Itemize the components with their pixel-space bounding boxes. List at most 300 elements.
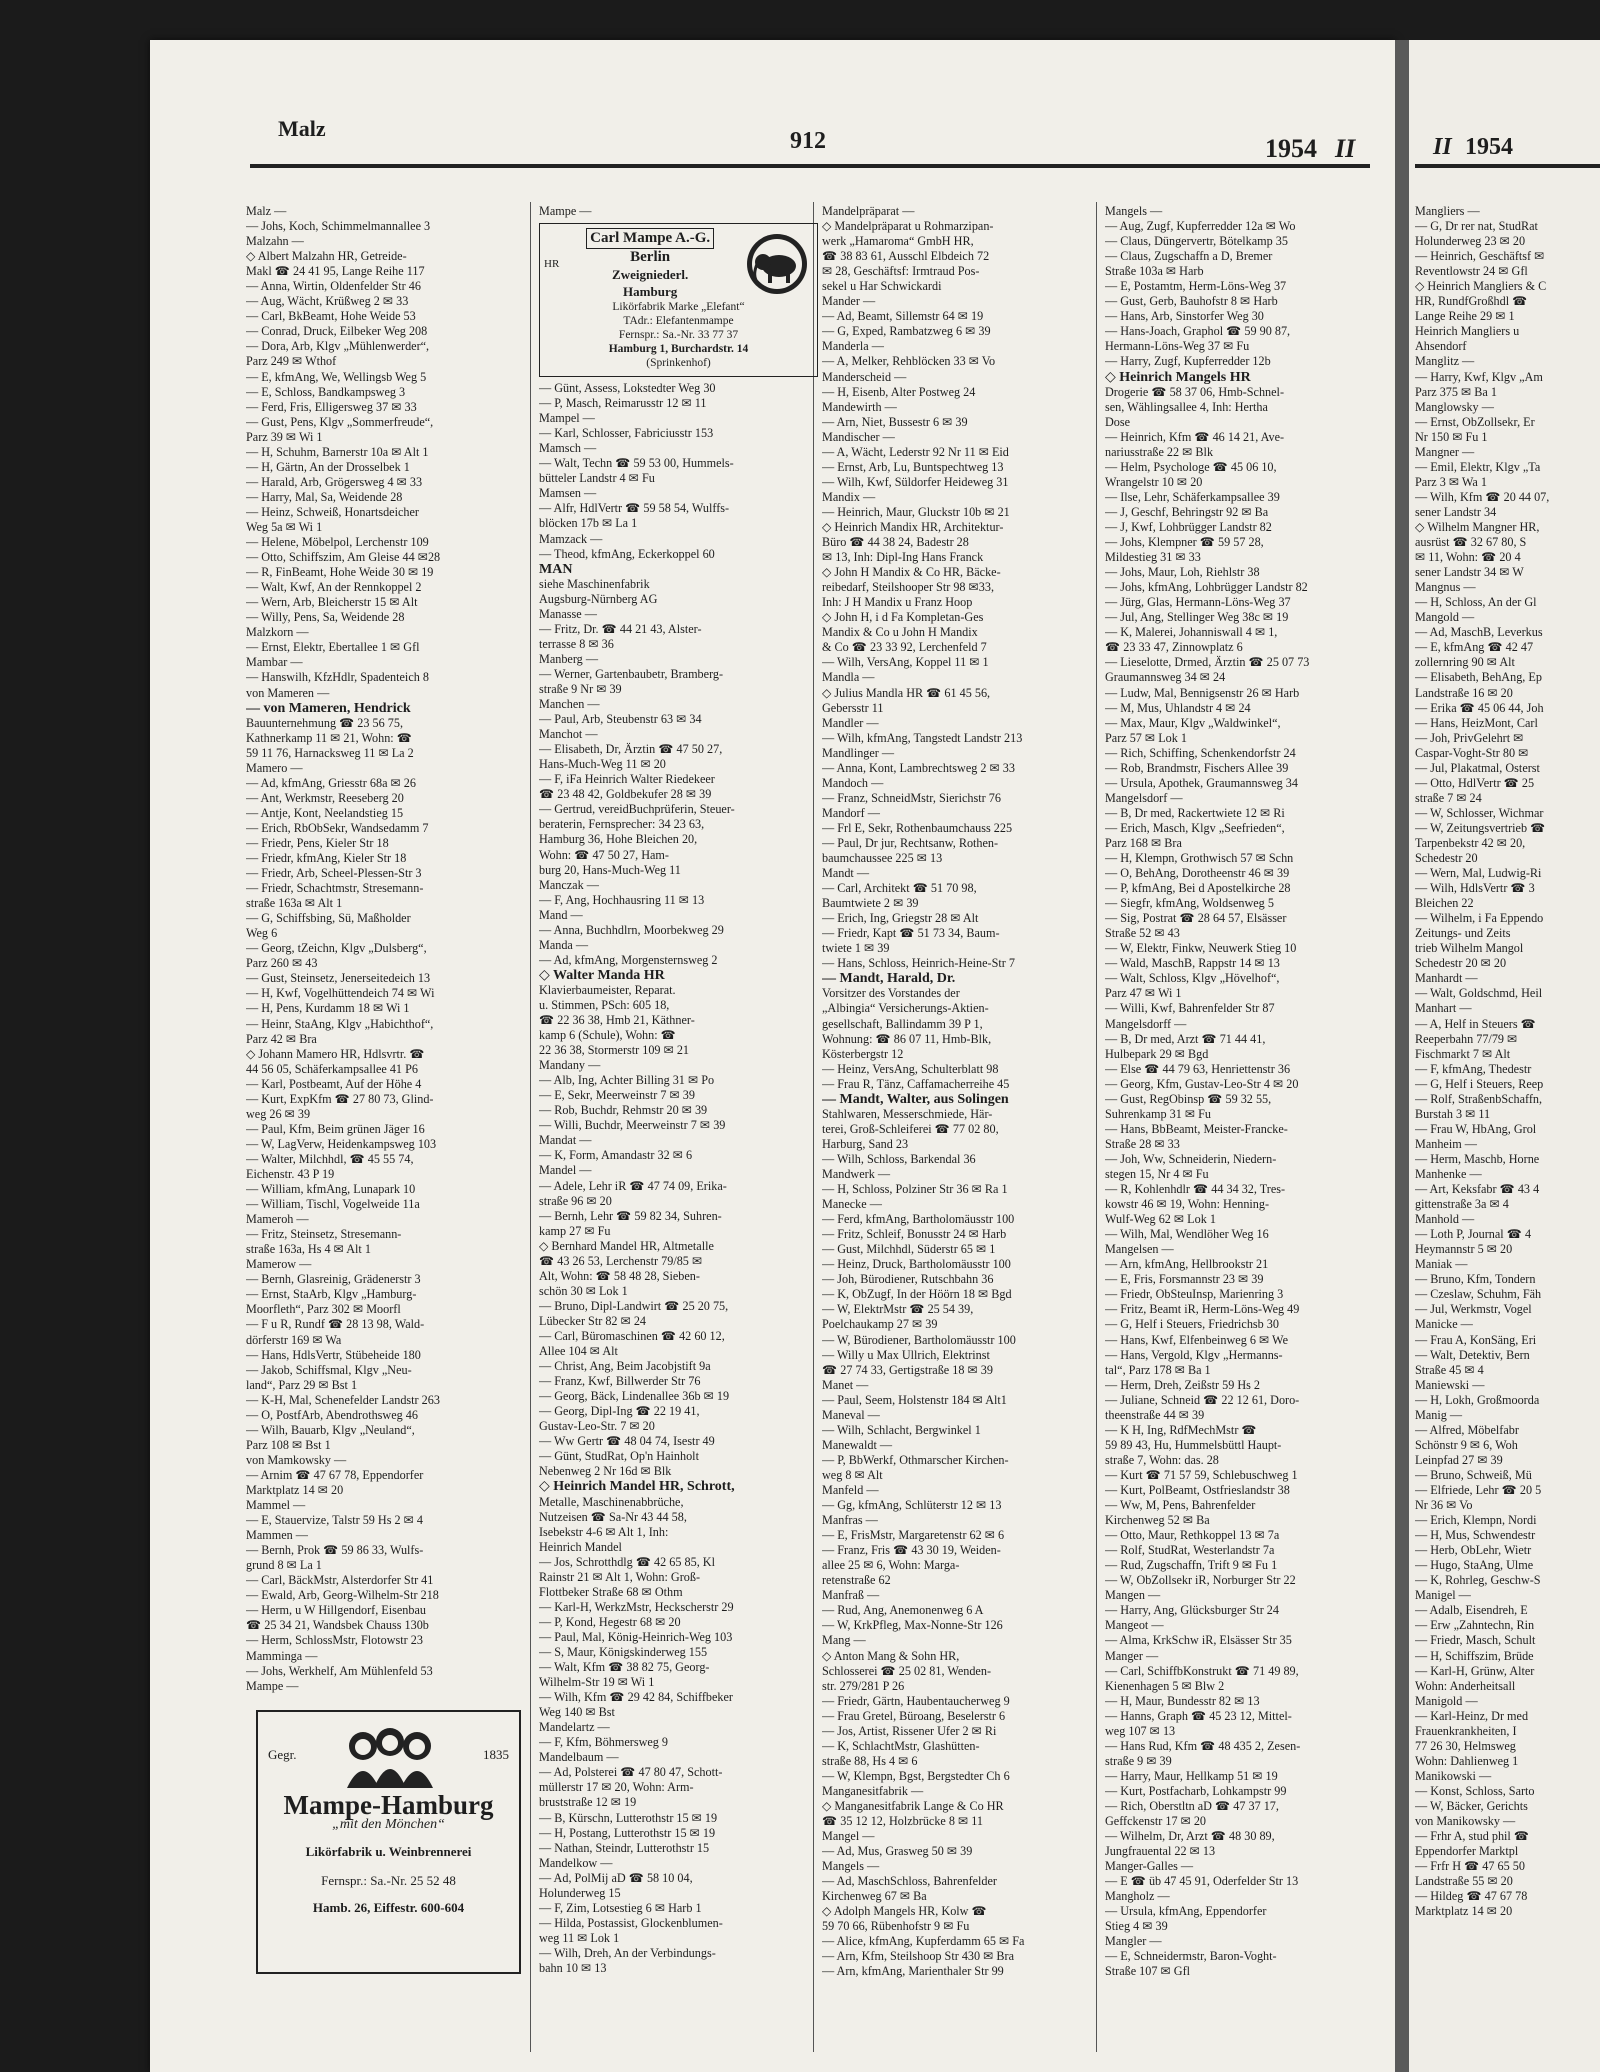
directory-entry-line: — Ad, MaschB, Leverkus: [1415, 625, 1543, 640]
directory-entry-line: straße 96 ✉ 20: [539, 1193, 612, 1208]
directory-entry-line: gesellschaft, Ballindamm 39 P 1,: [822, 1016, 983, 1031]
directory-entry-line: Manewaldt —: [822, 1437, 893, 1452]
directory-entry-line: land“, Parz 29 ✉ Bst 1: [246, 1377, 358, 1392]
directory-entry-line: — Hans, HdlsVertr, Stübeheide 180: [246, 1347, 421, 1362]
directory-entry-line: — Gust, Gerb, Bauhofstr 8 ✉ Harb: [1105, 294, 1278, 309]
directory-entry-line: Vorsitzer des Vorstandes der: [822, 986, 960, 1001]
directory-entry-line: — W, Bäcker, Gerichts: [1415, 1798, 1528, 1813]
directory-entry-line: — Carl, Büromaschinen ☎ 42 60 12,: [539, 1329, 725, 1343]
directory-entry-line: — Bruno, Dipl-Landwirt ☎ 25 20 75,: [539, 1298, 729, 1313]
directory-entry-line: Weg 140 ✉ Bst: [539, 1705, 615, 1720]
directory-entry-line: — Walt, Goldschmd, Heil: [1415, 986, 1543, 1001]
directory-entry-line: — Walter, Milchhdl, ☎ 45 55 74,: [246, 1151, 414, 1166]
directory-entry-line: sekel u Har Schwickardi: [822, 279, 942, 294]
directory-entry-line: Hamburg 36, Hohe Bleichen 20,: [539, 832, 698, 847]
directory-entry-line: allee 25 ✉ 6, Wohn: Marga-: [822, 1558, 960, 1573]
directory-entry-line: Manderla —: [822, 339, 884, 354]
directory-entry-line: Poelchaukamp 27 ✉ 39: [822, 1317, 938, 1332]
column-3: [822, 204, 1107, 1980]
directory-entry-line: — Harry, Ang, Glücksburger Str 24: [1105, 1603, 1279, 1618]
directory-entry-line: — Heinz, VersAng, Schulterblatt 98: [822, 1061, 999, 1076]
directory-entry-line: Wohnung: ☎ 86 07 11, Hmb-Blk,: [822, 1031, 992, 1046]
directory-entry-line: Mandany —: [539, 1058, 601, 1073]
mampe-hamburg-advertisement: [256, 1710, 521, 1974]
directory-entry-line: Schlosserei ☎ 25 02 81, Wenden-: [822, 1663, 991, 1678]
directory-entry-line: — Emil, Elektr, Klgv „Ta: [1415, 459, 1541, 474]
directory-entry-line: Mangels —: [1105, 204, 1163, 218]
directory-entry-line: — W, KrkPfleg, Max-Nonne-Str 126: [822, 1618, 1003, 1633]
directory-page: [150, 40, 1395, 2072]
directory-entry-line: siehe Maschinenfabrik: [539, 576, 650, 591]
directory-entry-line: — Gust, Milchhdl, Süderstr 65 ✉ 1: [822, 1242, 996, 1257]
directory-entry-line: — Hans-Joach, Graphol ☎ 59 90 87,: [1105, 324, 1291, 339]
directory-entry-line: Stahlwaren, Messerschmiede, Här-: [822, 1106, 993, 1121]
directory-entry-line: — William, Tischl, Vogelweide 11a: [246, 1197, 420, 1212]
directory-entry-line: Mangels —: [822, 1859, 880, 1874]
directory-entry-line: — B, Dr med, Arzt ☎ 71 44 41,: [1105, 1031, 1266, 1046]
directory-entry-line: — Gust, Pens, Klgv „Sommerfreude“,: [246, 414, 434, 429]
directory-entry-line: — Herb, ObLehr, Wietr: [1415, 1543, 1532, 1558]
directory-entry-line: „Albingia“ Versicherungs-Aktien-: [822, 1001, 989, 1016]
directory-entry-line: von Manikowsky —: [1415, 1814, 1516, 1829]
directory-entry-line: Mamzack —: [539, 531, 603, 546]
directory-entry-line: Manecke —: [822, 1197, 882, 1212]
directory-entry-line: — Joh, PrivGelehrt ✉: [1415, 730, 1524, 745]
directory-entry-line: beraterin, Fernsprecher: 34 23 63,: [539, 817, 705, 832]
column-2: [539, 204, 824, 1976]
directory-entry-line: Tarpenbekstr 42 ✉ 20,: [1415, 835, 1526, 850]
directory-entry-line: Gustav-Leo-Str. 7 ✉ 20: [539, 1419, 655, 1434]
directory-entry-line: — Herm, Dreh, Zeißstr 59 Hs 2: [1105, 1377, 1261, 1392]
directory-entry-line: Augsburg-Nürnberg AG: [539, 591, 658, 606]
directory-entry-line: — Gust, Steinsetz, Jenerseitedeich 13: [246, 971, 431, 986]
monks-logo-icon: [335, 1720, 445, 1790]
column-2-entries: [539, 381, 824, 1976]
directory-entry-line: MAN: [539, 561, 573, 577]
directory-entry-line: 59 11 76, Harnacksweg 11 ✉ La 2: [246, 745, 414, 760]
directory-entry-line: — Wern, Mal, Ludwig-Ri: [1415, 866, 1542, 881]
directory-entry-line: Stieg 4 ✉ 39: [1105, 1919, 1168, 1934]
directory-entry-line: — G, Exped, Rambatzweg 6 ✉ 39: [822, 324, 991, 339]
directory-entry-line: Eppendorfer Marktpl: [1415, 1844, 1519, 1859]
directory-entry-line: ◇ Mandelpräparat u Rohmarzipan-: [822, 219, 994, 234]
directory-entry-line: bahn 10 ✉ 13: [539, 1960, 607, 1975]
directory-entry-line: — Ernst, ObZollsekr, Er: [1415, 414, 1535, 429]
directory-entry-line: Hermann-Löns-Weg 37 ✉ Fu: [1105, 339, 1250, 354]
ad-body-line: Fernspr.: Sa.-Nr. 33 77 37: [618, 329, 739, 342]
directory-entry-line: — Willi, Buchdr, Meerweinstr 7 ✉ 39: [539, 1118, 726, 1133]
directory-entry-line: Mandix —: [822, 489, 876, 504]
directory-entry-line: — Rolf, StudRat, Westerlandstr 7a: [1105, 1543, 1275, 1558]
directory-entry-line: — H, Maur, Bundesstr 82 ✉ 13: [1105, 1693, 1260, 1708]
directory-entry-line: — Georg, tZeichn, Klgv „Dulsberg“,: [246, 941, 427, 956]
directory-entry-line: — Karl-H, WerkzMstr, Heckscherstr 29: [539, 1599, 734, 1614]
directory-entry-line: dörferstr 169 ✉ Wa: [246, 1332, 342, 1347]
directory-entry-line: HR, RundfGroßhdl ☎: [1415, 294, 1528, 309]
directory-entry-line: — H, Schiffszim, Brüde: [1415, 1648, 1534, 1663]
directory-entry-line: Wohn: Dahlienweg 1: [1415, 1753, 1519, 1768]
directory-entry-line: — Konst, Schloss, Sarto: [1415, 1783, 1535, 1798]
directory-entry-line: — Walt, Schloss, Klgv „Hövelhof“,: [1105, 971, 1280, 986]
directory-entry-line: ☎ 23 33 47, Zinnowplatz 6: [1105, 640, 1243, 655]
directory-entry-line: — F, Kfm, Böhmersweg 9: [539, 1735, 669, 1750]
directory-entry-line: Parz 39 ✉ Wi 1: [246, 429, 323, 444]
directory-entry-line: — Wilh, Mal, Wendlöher Weg 16: [1105, 1227, 1269, 1242]
directory-entry-line: Mildestieg 31 ✉ 33: [1105, 550, 1201, 565]
directory-entry-line: Manigel —: [1415, 1588, 1471, 1603]
directory-entry-line: — G, Helf i Steuers, Reep: [1415, 1076, 1544, 1091]
directory-entry-line: — Ludw, Mal, Bennigsenstr 26 ✉ Harb: [1105, 685, 1300, 700]
directory-entry-line: — Bernh, Glasreinig, Grädenerstr 3: [246, 1272, 421, 1287]
directory-entry-line: — Aug, Zugf, Kupferredder 12a ✉ Wo: [1105, 219, 1296, 234]
directory-entry-line: — Paul, Arb, Steubenstr 63 ✉ 34: [539, 712, 702, 727]
directory-entry-line: — Alfr, HdlVertr ☎ 59 58 54, Wulffs-: [539, 501, 730, 516]
directory-entry-line: — A, Melker, Rehblöcken 33 ✉ Vo: [822, 354, 996, 369]
directory-entry-line: — Gg, kfmAng, Schlüterstr 12 ✉ 13: [822, 1498, 1002, 1513]
directory-entry-line: Straße 107 ✉ Gfl: [1105, 1964, 1191, 1979]
directory-entry-line: — G, Helf i Steuers, Friedrichsb 30: [1105, 1317, 1279, 1332]
directory-entry-line: Mangelsdorff —: [1105, 1016, 1187, 1031]
directory-entry-line: — B, Kürschn, Lutterothstr 15 ✉ 19: [539, 1810, 718, 1825]
directory-entry-line: Frauenkrankheiten, I: [1415, 1723, 1517, 1738]
directory-entry-line: Manganesitfabrik —: [822, 1783, 924, 1798]
header-page-number: 912: [790, 128, 826, 154]
directory-entry-line: Mamerow —: [246, 1257, 312, 1272]
directory-entry-line: — Otto, HdlVertr ☎ 25: [1415, 775, 1535, 790]
directory-entry-line: Parz 3 ✉ Wa 1: [1415, 474, 1487, 489]
directory-entry-line: Bauunternehmung ☎ 23 56 75,: [246, 715, 404, 730]
directory-entry-line: — Juliane, Schneid ☎ 22 12 61, Doro-: [1105, 1392, 1300, 1407]
directory-entry-line: Makl ☎ 24 41 95, Lange Reihe 117: [246, 264, 425, 279]
directory-entry-line: Allee 104 ✉ Alt: [539, 1344, 618, 1359]
directory-entry-line: — Ad, Polsterei ☎ 47 80 47, Schott-: [539, 1765, 723, 1780]
directory-entry-line: — Jakob, Schiffsmal, Klgv „Neu-: [246, 1362, 412, 1377]
ad-body-line: TAdr.: Elefantenmampe: [623, 315, 734, 328]
directory-entry-line: — Loth P, Journal ☎ 4: [1415, 1227, 1532, 1242]
directory-entry-line: — Karl, Postbeamt, Auf der Höhe 4: [246, 1076, 422, 1091]
directory-entry-line: Kathnerkamp 11 ✉ 21, Wohn: ☎: [246, 730, 412, 745]
directory-entry-line: Lübecker Str 82 ✉ 24: [539, 1313, 647, 1328]
directory-entry-line: — Rich, Schiffing, Schenkendorfstr 24: [1105, 745, 1296, 760]
directory-entry-line: Manchot —: [539, 727, 598, 742]
directory-entry-line: Mand —: [539, 907, 583, 922]
directory-entry-line: von Mamkowsky —: [246, 1452, 347, 1467]
directory-entry-line: — Sig, Postrat ☎ 28 64 57, Elsässer: [1105, 911, 1287, 926]
directory-entry-line: Parz 260 ✉ 43: [246, 956, 318, 971]
directory-entry-line: blöcken 17b ✉ La 1: [539, 516, 638, 531]
directory-entry-line: Mandler —: [822, 715, 879, 730]
directory-entry-line: Mampe —: [246, 1678, 299, 1693]
directory-entry-line: — Fritz, Schleif, Bonusstr 24 ✉ Harb: [822, 1227, 1007, 1242]
directory-entry-line: Straße 52 ✉ 43: [1105, 926, 1180, 941]
directory-entry-line: — Czeslaw, Schuhm, Fäh: [1415, 1287, 1542, 1302]
directory-entry-line: — Heinr, StaAng, Klgv „Habichthof“,: [246, 1016, 434, 1031]
directory-entry-line: Manhenke —: [1415, 1167, 1482, 1181]
directory-entry-line: — W, Schlosser, Wichmar: [1415, 805, 1544, 820]
directory-entry-line: — Kurt ☎ 71 57 59, Schlebuschweg 1: [1105, 1467, 1298, 1482]
adjacent-column-entries: [1415, 204, 1600, 1919]
directory-entry-line: bütteler Landstr 4 ✉ Fu: [539, 471, 655, 486]
ad-address: Hamb. 26, Eiffestr. 600-604: [312, 1899, 465, 1915]
directory-entry-line: — Erich, Masch, Klgv „Seefrieden“,: [1105, 820, 1285, 835]
directory-entry-line: von Mameren —: [246, 685, 330, 700]
directory-entry-line: — Kurt, ExpKfm ☎ 27 80 73, Glind-: [246, 1091, 434, 1106]
directory-entry-line: 44 56 05, Schäferkampsallee 41 P6: [246, 1061, 418, 1076]
directory-entry-line: — Elisabeth, Dr, Ärztin ☎ 47 50 27,: [539, 742, 723, 757]
directory-entry-line: Leinpfad 27 ✉ 39: [1415, 1452, 1503, 1467]
directory-entry-line: — B, Dr med, Rackertwiete 12 ✉ Ri: [1105, 805, 1285, 820]
directory-entry-line: — Ad, kfmAng, Morgensternsweg 2: [539, 952, 718, 967]
directory-entry-line: Landstraße 55 ✉ 20: [1415, 1874, 1513, 1889]
directory-entry-line: Mandoch —: [822, 775, 884, 790]
directory-entry-line: — W, Bürodiener, Bartholomäusstr 100: [822, 1332, 1016, 1347]
directory-entry-line: — Arn, kfmAng, Marienthaler Str 99: [822, 1964, 1004, 1979]
directory-entry-line: — Hans, Schloss, Heinrich-Heine-Str 7: [822, 956, 1015, 971]
directory-entry-line: — Wern, Arb, Bleicherstr 15 ✉ Alt: [246, 595, 418, 610]
directory-entry-line: ◇ Adolph Mangels HR, Kolw ☎: [822, 1904, 987, 1919]
directory-entry-line: Mamminga —: [246, 1648, 318, 1663]
directory-entry-line: — Mandt, Harald, Dr.: [822, 971, 956, 987]
directory-entry-line: Manger-Galles —: [1105, 1859, 1194, 1874]
directory-entry-line: Parz 168 ✉ Bra: [1105, 835, 1182, 850]
directory-entry-line: — W, ElektrMstr ☎ 25 54 39,: [822, 1302, 974, 1317]
ad-founded-year: 1835: [483, 1747, 509, 1763]
directory-entry-line: Mangner —: [1415, 444, 1475, 459]
directory-entry-line: — Walt, Kfm ☎ 38 82 75, Georg-: [539, 1660, 710, 1675]
directory-entry-line: Büro ☎ 44 38 24, Badestr 28: [822, 535, 969, 550]
directory-entry-line: müllerstr 17 ✉ 20, Wohn: Arm-: [539, 1780, 694, 1795]
header-rule: [250, 164, 1370, 168]
directory-entry-line: Parz 108 ✉ Bst 1: [246, 1437, 331, 1452]
directory-entry-line: — E, Schloss, Bandkampsweg 3: [246, 384, 406, 399]
header-year: 1954: [1265, 134, 1317, 163]
directory-entry-line: Flottbeker Straße 68 ✉ Othm: [539, 1584, 683, 1599]
directory-entry-line: — Arn, kfmAng, Hellbrookstr 21: [1105, 1257, 1269, 1272]
directory-entry-line: Maniak —: [1415, 1257, 1468, 1272]
directory-entry-line: Manasse —: [539, 606, 597, 621]
directory-entry-line: Weg 5a ✉ Wi 1: [246, 519, 323, 534]
directory-entry-line: — Wilh, Kfm ☎ 29 42 84, Schiffbeker: [539, 1690, 733, 1705]
directory-entry-line: theenstraße 44 ✉ 39: [1105, 1407, 1205, 1422]
directory-entry-line: — Karl-Heinz, Dr med: [1415, 1708, 1529, 1723]
directory-entry-line: — J, Geschf, Behringstr 92 ✉ Ba: [1105, 504, 1269, 519]
directory-entry-line: tal“, Parz 178 ✉ Ba 1: [1105, 1362, 1211, 1377]
directory-entry-line: — Elfriede, Lehr ☎ 20 5: [1415, 1482, 1542, 1497]
directory-entry-line: — Wilh, Kwf, Süldorfer Heideweg 31: [822, 474, 1009, 489]
directory-entry-line: Mangelsdorf —: [1105, 790, 1183, 805]
directory-entry-line: terrasse 8 ✉ 36: [539, 636, 614, 651]
directory-entry-line: Mander —: [822, 294, 876, 309]
directory-entry-line: — Ww Gertr ☎ 48 04 74, Isestr 49: [539, 1434, 715, 1449]
directory-entry-line: — W, LagVerw, Heidenkampsweg 103: [246, 1136, 437, 1151]
directory-entry-line: — Ferd, Fris, Elligersweg 37 ✉ 33: [246, 399, 417, 414]
column-1-entries: [246, 204, 531, 1694]
directory-entry-line: — Hans, BbBeamt, Meister-Francke-: [1105, 1121, 1288, 1136]
directory-entry-line: weg 8 ✉ Alt: [822, 1467, 883, 1482]
directory-entry-line: Straße 28 ✉ 33: [1105, 1136, 1180, 1151]
directory-entry-line: Mandel —: [539, 1163, 592, 1178]
directory-entry-line: weg 26 ✉ 39: [246, 1106, 311, 1121]
directory-entry-line: — Paul, Dr jur, Rechtsanw, Rothen-: [822, 835, 999, 850]
directory-entry-line: — Claus, Zugschaffn a D, Bremer: [1105, 249, 1273, 264]
directory-entry-line: — Herm, Maschb, Horne: [1415, 1151, 1540, 1166]
directory-entry-line: Parz 249 ✉ Wthof: [246, 354, 337, 369]
directory-entry-line: Zeitungs- und Zeits: [1415, 926, 1511, 941]
directory-entry-line: Mandix & Co u John H Mandix: [822, 625, 978, 640]
directory-entry-line: — Georg, Dipl-Ing ☎ 22 19 41,: [539, 1404, 700, 1419]
directory-entry-line: — Alb, Ing, Achter Billing 31 ✉ Po: [539, 1073, 715, 1088]
adjacent-header-rule: [1415, 164, 1600, 168]
ad-body-line: (Sprinkenhof): [646, 357, 711, 370]
directory-entry-line: — K H, Ing, RdfMechMstr ☎: [1105, 1422, 1257, 1437]
directory-entry-line: Mandla —: [822, 670, 875, 685]
directory-entry-line: — Franz, Kwf, Billwerder Str 76: [539, 1374, 701, 1389]
directory-entry-line: Heinrich Mandel: [539, 1539, 622, 1554]
directory-entry-line: straße 9 Nr ✉ 39: [539, 681, 622, 696]
directory-entry-line: — H, Schloss, An der Gl: [1415, 595, 1537, 610]
directory-entry-line: Baumtwiete 2 ✉ 39: [822, 896, 919, 911]
directory-entry-line: Mampel —: [539, 411, 595, 426]
directory-entry-line: sener Landstr 34 ✉ W: [1415, 565, 1524, 580]
directory-entry-line: — Bruno, Kfm, Tondern: [1415, 1272, 1536, 1287]
directory-entry-line: — Hildeg ☎ 47 67 78: [1415, 1889, 1528, 1904]
directory-entry-line: — Friedr, Arb, Scheel-Plessen-Str 3: [246, 866, 422, 881]
directory-entry-line: — Wilh, Kfm ☎ 20 44 07,: [1415, 489, 1550, 504]
directory-entry-line: — Heinz, Druck, Bartholomäusstr 100: [822, 1257, 1011, 1272]
directory-entry-line: Wohn: ☎ 47 50 27, Ham-: [539, 847, 669, 862]
directory-entry-line: — Erw „Zahntechn, Rin: [1415, 1618, 1535, 1633]
directory-entry-line: — Dora, Arb, Klgv „Mühlenwerder“,: [246, 339, 430, 354]
directory-entry-line: ◇ John H, i d Fa Kompletan-Ges: [822, 610, 984, 625]
directory-entry-line: — E, FrisMstr, Margaretenstr 62 ✉ 6: [822, 1528, 1005, 1543]
directory-entry-line: — Erich, Klempn, Nordi: [1415, 1513, 1537, 1528]
directory-entry-line: Heymannstr 5 ✉ 20: [1415, 1242, 1513, 1257]
directory-entry-line: — Frl E, Sekr, Rothenbaumchauss 225: [822, 820, 1013, 835]
directory-entry-line: kamp 6 (Schule), Wohn: ☎: [539, 1028, 676, 1043]
directory-entry-line: — Walt, Kwf, An der Rennkoppel 2: [246, 580, 422, 595]
directory-entry-line: — H, Lokh, Großmoorda: [1415, 1392, 1540, 1407]
directory-entry-line: — A, Helf in Steuers ☎: [1415, 1016, 1536, 1031]
directory-entry-line: Drogerie ☎ 58 37 06, Hmb-Schnel-: [1105, 384, 1284, 399]
directory-entry-line: — Anna, Wirtin, Oldenfelder Str 46: [246, 279, 421, 294]
directory-entry-line: Maneval —: [822, 1407, 880, 1422]
directory-entry-line: Bleichen 22: [1415, 896, 1474, 911]
directory-entry-line: Mandelbaum —: [539, 1750, 619, 1765]
directory-entry-line: — R, FinBeamt, Hohe Weide 30 ✉ 19: [246, 565, 434, 580]
directory-entry-line: Manhold —: [1415, 1212, 1475, 1227]
directory-entry-line: Wohn: Anderheitsall: [1415, 1678, 1516, 1693]
ad-founded-label: Gegr.: [268, 1747, 297, 1763]
directory-entry-line: — W, Zeitungsvertrieb ☎: [1415, 820, 1546, 835]
column-1: [246, 204, 531, 1974]
directory-entry-line: ◇ Heinrich Mangels HR: [1105, 369, 1251, 385]
directory-entry-line: Marktplatz 14 ✉ 20: [1415, 1904, 1513, 1919]
directory-entry-line: — P, Kond, Hegestr 68 ✉ 20: [539, 1614, 681, 1629]
directory-entry-line: straße 7, Wohn: das. 28: [1105, 1452, 1219, 1467]
directory-entry-line: — Hilda, Postassist, Glockenblumen-: [539, 1915, 723, 1930]
directory-entry-line: — Kurt, PolBeamt, Ostfrieslandstr 38: [1105, 1482, 1290, 1497]
directory-entry-line: Manglitz —: [1415, 354, 1475, 369]
directory-entry-line: Mamero —: [246, 760, 303, 775]
directory-entry-line: — Jürg, Glas, Hermann-Löns-Weg 37: [1105, 595, 1291, 610]
directory-entry-line: Mammen —: [246, 1528, 308, 1543]
directory-entry-line: — E, Stauervize, Talstr 59 Hs 2 ✉ 4: [246, 1513, 424, 1528]
directory-entry-line: Malz —: [246, 204, 287, 218]
directory-entry-line: weg 107 ✉ 13: [1105, 1723, 1176, 1738]
directory-entry-line: twiete 1 ✉ 39: [822, 941, 890, 956]
directory-entry-line: — Heinrich, Geschäftsf ✉: [1415, 249, 1545, 264]
directory-entry-line: baumchaussee 225 ✉ 13: [822, 851, 943, 866]
directory-entry-line: Manda —: [539, 937, 589, 952]
directory-entry-line: — Friedr, Kapt ☎ 51 73 34, Baum-: [822, 926, 1000, 941]
directory-entry-line: Harburg, Sand 23: [822, 1136, 909, 1151]
directory-entry-line: — H, Eisenb, Alter Postweg 24: [822, 384, 976, 399]
directory-entry-line: — Claus, Düngervertr, Bötelkamp 35: [1105, 234, 1288, 249]
directory-entry-line: Alt, Wohn: ☎ 58 48 28, Sieben-: [539, 1268, 700, 1283]
directory-entry-line: — Walt, Detektiv, Bern: [1415, 1347, 1530, 1362]
directory-entry-line: — P, kfmAng, Bei d Apostelkirche 28: [1105, 881, 1291, 896]
directory-entry-line: Mangnus —: [1415, 580, 1476, 595]
directory-entry-line: — Otto, Schiffszim, Am Gleise 44 ✉28: [246, 550, 441, 565]
directory-entry-line: Straße 103a ✉ Harb: [1105, 264, 1204, 279]
directory-entry-line: — F u R, Rundf ☎ 28 13 98, Wald-: [246, 1317, 425, 1332]
directory-entry-line: — Ad, kfmAng, Griesstr 68a ✉ 26: [246, 775, 416, 790]
directory-entry-line: — F, kfmAng, Thedestr: [1415, 1061, 1532, 1076]
directory-entry-line: nariusstraße 22 ✉ Blk: [1105, 444, 1214, 459]
adjacent-column: [1415, 204, 1600, 1919]
directory-entry-line: — O, PostfArb, Abendrothsweg 46: [246, 1407, 418, 1422]
directory-entry-line: — Mandt, Walter, aus Solingen: [822, 1091, 1009, 1107]
directory-entry-line: ◇ Bernhard Mandel HR, Altmetalle: [539, 1238, 714, 1253]
directory-entry-line: Mangold —: [1415, 610, 1475, 625]
directory-entry-line: — Frfr H ☎ 47 65 50: [1415, 1859, 1525, 1874]
directory-entry-line: Hulbepark 29 ✉ Bgd: [1105, 1046, 1209, 1061]
directory-entry-line: Mandewirth —: [822, 399, 897, 414]
ad-subtitle: Likörfabrik u. Weinbrennerei: [305, 1843, 472, 1859]
directory-entry-line: — H, Postang, Lutterothstr 15 ✉ 19: [539, 1825, 716, 1840]
directory-entry-line: — Ww, M, Pens, Bahrenfelder: [1105, 1498, 1256, 1513]
directory-entry-line: Manderscheid —: [822, 369, 907, 384]
directory-entry-line: — Wald, MaschB, Rappstr 14 ✉ 13: [1105, 956, 1280, 971]
directory-entry-line: Mamsch —: [539, 441, 597, 456]
directory-entry-line: straße 88, Hs 4 ✉ 6: [822, 1753, 918, 1768]
column-4: [1105, 204, 1390, 1980]
ad-brand: Mampe-Hamburg: [283, 1789, 494, 1820]
directory-entry-line: — Hans, Arb, Sinstorfer Weg 30: [1105, 309, 1264, 324]
directory-entry-line: ◇ Anton Mang & Sohn HR,: [822, 1648, 960, 1663]
directory-entry-line: — Hans, Vergold, Klgv „Hermanns-: [1105, 1347, 1283, 1362]
directory-entry-line: — F, Zim, Lotsestieg 6 ✉ Harb 1: [539, 1900, 702, 1915]
directory-entry-line: — Ilse, Lehr, Schäferkampsallee 39: [1105, 489, 1280, 504]
directory-entry-line: — Willy u Max Ullrich, Elektrinst: [822, 1347, 990, 1362]
directory-entry-line: gittenstraße 3a ✉ 4: [1415, 1197, 1509, 1212]
directory-entry-line: Straße 45 ✉ 4: [1415, 1362, 1484, 1377]
directory-entry-line: — Karl-H, Grünw, Alter: [1415, 1663, 1535, 1678]
directory-entry-line: — Rud, Ang, Anemonenweg 6 A: [822, 1603, 984, 1618]
directory-entry-line: — E, kfmAng ☎ 42 47: [1415, 640, 1534, 655]
directory-entry-line: — Siegfr, kfmAng, Woldsenweg 5: [1105, 896, 1274, 911]
directory-entry-line: — K, Rohrleg, Geschw-S: [1415, 1573, 1541, 1588]
directory-entry-line: ◇ Heinrich Mangliers & C: [1415, 279, 1547, 294]
directory-entry-line: — Wilh, Schloss, Barkendal 36: [822, 1151, 976, 1166]
directory-entry-line: — Frau Gretel, Büroang, Beselerstr 6: [822, 1708, 1006, 1723]
directory-entry-line: — Adele, Lehr iR ☎ 47 74 09, Erika-: [539, 1178, 727, 1193]
directory-entry-line: — H, Gärtn, An der Drosselbek 1: [246, 459, 410, 474]
directory-entry-line: ◇ Heinrich Mandel HR, Schrott,: [539, 1479, 735, 1495]
directory-entry-line: schön 30 ✉ Lok 1: [539, 1283, 628, 1298]
directory-entry-line: — P, Masch, Reimarusstr 12 ✉ 11: [539, 396, 707, 411]
header-left-word: Malz: [278, 116, 326, 141]
